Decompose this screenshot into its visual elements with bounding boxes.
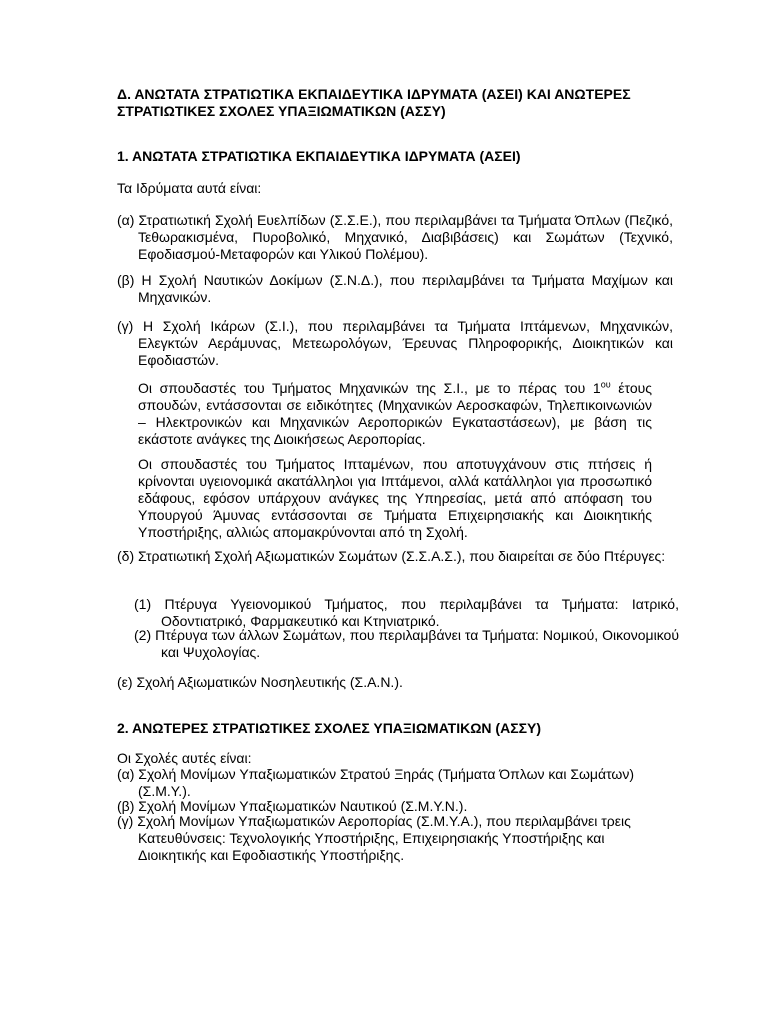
section-2-item-c: (γ) Σχολή Μονίμων Υπαξιωματικών Αεροπορίας (Σ.Μ.Υ.Α.), που περιλαμβάνει τρεις Κατευθύνσεις: Τεχνολογικής Υποστήριξης, Επιχειρησιακής Υποστήριξης και Διοικητικής και Εφοδιαστικής Υποστήριξης.: [117, 813, 631, 863]
section-1-item-c: (γ) Η Σχολή Ικάρων (Σ.Ι.), που περιλαμβάνει τα Τμήματα Ιπτάμενων, Μηχανικών, Ελεγκτών Αεράμυνας, Μετεωρολόγων, Έρευνας Πληροφορικής, Διοικητικών και Εφοδιαστών.: [117, 318, 673, 368]
paragraph-1-text-start: Οι σπουδαστές του Τμήματος Μηχανικών της Σ.Ι., με το πέρας του 1: [138, 380, 601, 396]
section-1-item-d-subitem-1: (1) Πτέρυγα Υγειονομικού Τμήματος, που περιλαμβάνει τα Τμήματα: Ιατρικό, Οδοντιατρικό, Φαρμακευτικό και Κτηνιατρικό.: [134, 596, 679, 629]
section-1-item-b: (β) Η Σχολή Ναυτικών Δοκίμων (Σ.Ν.Δ.), που περιλαμβάνει τα Τμήματα Μαχίμων και Μηχανικών.: [117, 272, 673, 305]
section-2-item-a: (α) Σχολή Μονίμων Υπαξιωματικών Στρατού Ξηράς (Τμήματα Όπλων και Σωμάτων) (Σ.Μ.Υ.).: [117, 766, 635, 799]
section-1-item-a: (α) Στρατιωτική Σχολή Ευελπίδων (Σ.Σ.Ε.), που περιλαμβάνει τα Τμήματα Όπλων (Πεζικό, Τεθωρακισμένα, Πυροβολικό, Μηχανικό, Διαβιβάσεις) και Σωμάτων (Τεχνικό, Εφοδιασμού-Μεταφορών και Υλικού Πολέμου).: [117, 212, 673, 262]
section-2-intro: Οι Σχολές αυτές είναι:: [117, 750, 252, 766]
section-2-item-b: (β) Σχολή Μονίμων Υπαξιωματικών Ναυτικού (Σ.Μ.Υ.Ν.).: [117, 798, 468, 814]
document-title: Δ. ΑΝΩΤΑΤΑ ΣΤΡΑΤΙΩΤΙΚΑ ΕΚΠΑΙΔΕΥΤΙΚΑ ΙΔΡΥΜΑΤΑ (ΑΣΕΙ) ΚΑΙ ΑΝΩΤΕΡΕΣ ΣΤΡΑΤΙΩΤΙΚΕΣ ΣΧΟΛΕΣ ΥΠΑΞΙΩΜΑΤΙΚΩΝ (ΑΣΣΥ): [117, 86, 631, 119]
section-1-item-c-paragraph-2: Οι σπουδαστές του Τμήματος Ιπταμένων, που αποτυγχάνουν στις πτήσεις ή κρίνονται υγειονομικά ακατάλληλοι για Ιπτάμενοι, αλλά κατάλληλοι για προσωπικό εδάφους, εφόσον υπάρχουν ανάγκες της Υπηρεσίας, μετά από απόφαση του Υπουργού Άμυνας εντάσσονται σε Τμήματα Επιχειρησιακής και Διοικητικής Υποστήριξης, αλλιώς απομακρύνονται από τη Σχολή.: [138, 456, 652, 540]
section-1-item-d: (δ) Στρατιωτική Σχολή Αξιωματικών Σωμάτων (Σ.Σ.Α.Σ.), που διαιρείται σε δύο Πτέρυγες:: [117, 548, 666, 564]
section-2-heading: 2. ΑΝΩΤΕΡΕΣ ΣΤΡΑΤΙΩΤΙΚΕΣ ΣΧΟΛΕΣ ΥΠΑΞΙΩΜΑΤΙΚΩΝ (ΑΣΣΥ): [117, 720, 542, 736]
section-1-item-e: (ε) Σχολή Αξιωματικών Νοσηλευτικής (Σ.Α.Ν.).: [117, 674, 403, 690]
paragraph-1-text-end: έτους σπουδών, εντάσσονται σε ειδικότητες (Μηχανικών Αεροσκαφών, Τηλεπικοινωνιών – Ηλεκτρονικών και Μηχανικών Αεροπορικών Εγκαταστάσεων), με βάση τις εκάστοτε ανάγκες της Διοικήσεως Αεροπορίας.: [138, 380, 653, 447]
section-1-intro: Τα Ιδρύματα αυτά είναι:: [117, 180, 262, 196]
ordinal-superscript: ου: [600, 379, 611, 390]
section-1-item-d-subitem-2: (2) Πτέρυγα των άλλων Σωμάτων, που περιλαμβάνει τα Τμήματα: Νομικού, Οικονομικού και Ψυχολογίας.: [134, 627, 679, 660]
section-1-heading: 1. ΑΝΩΤΑΤΑ ΣΤΡΑΤΙΩΤΙΚΑ ΕΚΠΑΙΔΕΥΤΙΚΑ ΙΔΡΥΜΑΤΑ (ΑΣΕΙ): [117, 148, 521, 164]
section-1-item-c-paragraph-1: [138, 380, 652, 448]
